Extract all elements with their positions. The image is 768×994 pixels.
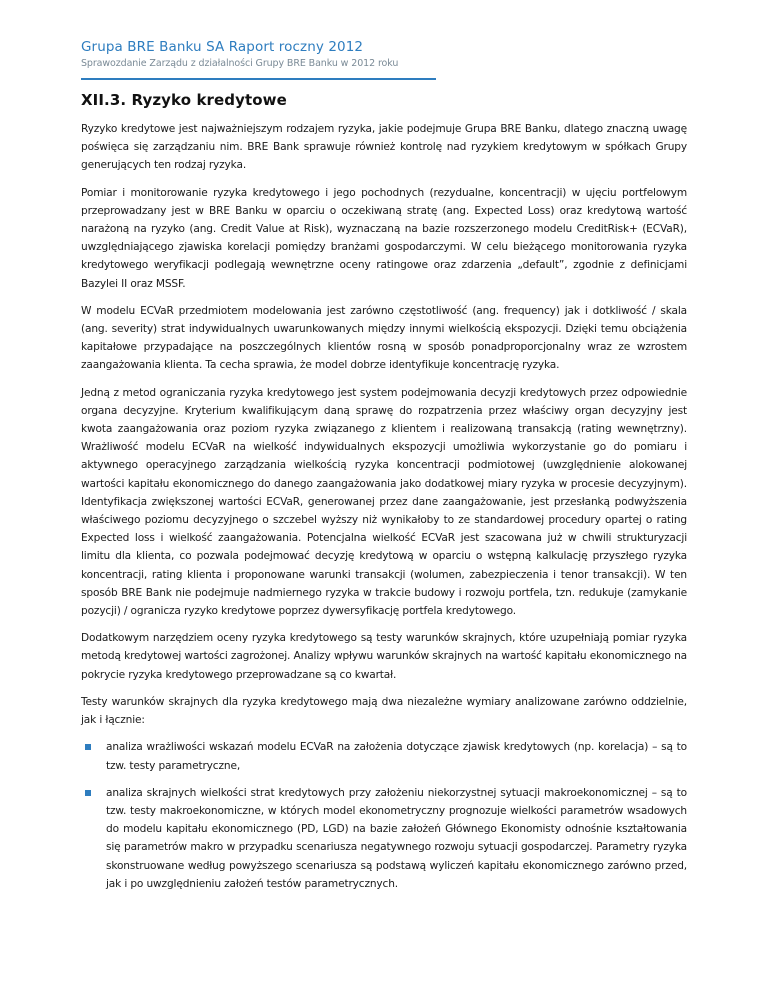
list-item xyxy=(81,738,687,774)
list-item-text: analiza skrajnych wielkości strat kredytowych przy założeniu niekorzystnej sytuacji makroekonomicznej – są to tzw. testy makroekonomiczne, w których model ekonometryczny prognozuje wielkości parametrów wsadowych do modelu kapitału ekonomicznego (PD, LGD) na bazie założeń Głównego Ekonomisty odnośnie kształtowania się parametrów makro w przypadku scenariusza negatywnego rozwoju sytuacji gospodarczej. Parametry ryzyka skonstruowane według powyższego scenariusza są podstawą wyliczeń kapitału ekonomicznego zarówno przed, jak i po uwzględnieniu założeń testów parametrycznych. xyxy=(106,786,687,890)
paragraph-3: W modelu ECVaR przedmiotem modelowania jest zarówno częstotliwość (ang. frequency) jak i dotkliwość / skala (ang. severity) strat indywidualnych uwarunkowanych między innymi wielkością ekspozycji. Dzięki temu obciążenia kapitałowe przypadające na poszczególnych klientów rosną w sposób ponadproporcjonalny wraz ze wzrostem zaangażowania klienta. Ta cecha sprawia, że model dobrze identyfikuje koncentrację ryzyka. xyxy=(81,304,687,372)
square-bullet-icon xyxy=(85,790,91,796)
section-heading: XII.3. Ryzyko kredytowe xyxy=(81,91,287,109)
paragraph-5: Dodatkowym narzędziem oceny ryzyka kredytowego są testy warunków skrajnych, które uzupełniają pomiar ryzyka metodą kredytowej wartości zagrożonej. Analizy wpływu warunków skrajnych na wartość kapitału ekonomicznego na pokrycie ryzyka kredytowego przeprowadzane są co kwartał. xyxy=(81,632,687,681)
report-subtitle: Sprawozdanie Zarządu z działalności Grupy BRE Banku w 2012 roku xyxy=(81,58,399,69)
list-item-text: analiza wrażliwości wskazań modelu ECVaR na założenia dotyczące zjawisk kredytowych (np. korelacja) – są to tzw. testy parametryczne, xyxy=(106,741,687,772)
paragraph-6: Testy warunków skrajnych dla ryzyka kredytowego mają dwa niezależne wymiary analizowane zarówno oddzielnie, jak i łącznie: xyxy=(81,695,687,727)
square-bullet-icon xyxy=(85,744,91,750)
stress-test-list xyxy=(81,738,687,893)
paragraph-1: Ryzyko kredytowe jest najważniejszym rodzajem ryzyka, jakie podejmuje Grupa BRE Banku, dlatego znaczną uwagę poświęca się zarządzaniu nim. BRE Bank sprawuje również kontrolę nad ryzykiem kredytowym w spółkach Grupy generujących ten rodzaj ryzyka. xyxy=(81,123,687,172)
header-divider xyxy=(81,78,436,80)
section-body xyxy=(81,120,687,902)
page-header xyxy=(81,38,441,80)
list-item xyxy=(81,784,687,893)
report-title: Grupa BRE Banku SA Raport roczny 2012 xyxy=(81,39,364,55)
paragraph-2: Pomiar i monitorowanie ryzyka kredytowego i jego pochodnych (rezydualne, koncentracji) w ujęciu portfelowym przeprowadzany jest w BRE Banku w oparciu o oczekiwaną stratę (ang. Expected Loss) oraz kredytową wartość narażoną na ryzyko (ang. Credit Value at Risk), wyznaczaną na bazie rozszerzonego modelu CreditRisk+ (ECVaR), uwzględniającego zjawiska korelacji pomiędzy branżami gospodarczymi. W celu bieżącego monitorowania ryzyka kredytowego weryfikacji podlegają wewnętrzne oceny ratingowe oraz zdarzenia „default”, zgodnie z definicjami Bazylei II oraz MSSF. xyxy=(81,186,687,290)
paragraph-4: Jedną z metod ograniczania ryzyka kredytowego jest system podejmowania decyzji kredytowych przez odpowiednie organa decyzyjne. Kryterium kwalifikującym daną sprawę do rozpatrzenia przez właściwy organ decyzyjny jest kwota zaangażowania oraz poziom ryzyka związanego z klientem i realizowaną transakcją (rating wewnętrzny). Wrażliwość modelu ECVaR na wielkość indywidualnych ekspozycji umożliwia wykorzystanie go do pomiaru i aktywnego operacyjnego zarządzania wielkością ryzyka koncentracji podmiotowej (uwzględnienie alokowanej wartości kapitału ekonomicznego do danego zaangażowania jako dodatkowej miary ryzyka w procesie decyzyjnym). Identyfikacja zwiększonej wartości ECVaR, generowanej przez dane zaangażowanie, jest przesłanką podwyższenia właściwego poziomu decyzyjnego o szczebel wyższy niż wynikałoby to ze standardowej procedury opartej o rating Expected loss i wielkość zaangażowania. Potencjalna wielkość ECVaR jest szacowana już w chwili strukturyzacji limitu dla klienta, co pozwala podejmować decyzję kredytową w oparciu o wstępną kalkulację przyszłego ryzyka koncentracji, rating klienta i proponowane warunki transakcji (wolumen, zabezpieczenia i tenor transakcji). W ten sposób BRE Bank nie podejmuje nadmiernego ryzyka w trakcie budowy i rozwoju portfela, tzn. redukuje (zamykanie pozycji) / ogranicza ryzyko kredytowe poprzez dywersyfikację portfela kredytowego. xyxy=(81,386,687,618)
